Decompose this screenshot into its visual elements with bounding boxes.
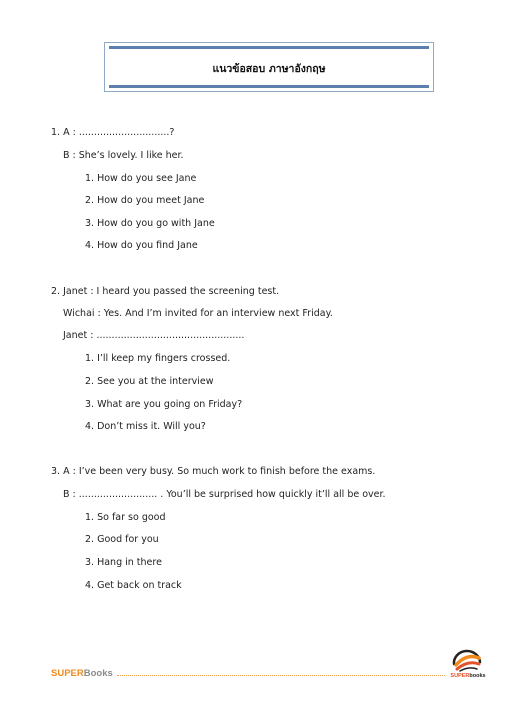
title-bar-top bbox=[109, 46, 429, 49]
q3-option-1: 1. So far so good bbox=[85, 512, 166, 523]
q2-line-janet: 2. Janet : I heard you passed the screening test. bbox=[51, 286, 280, 297]
logo-wordmark-accent: SUPER bbox=[450, 673, 470, 679]
title-bar-bottom bbox=[109, 85, 429, 88]
q2-option-3: 3. What are you going on Friday? bbox=[85, 399, 243, 410]
q2-line-wichai: Wichai : Yes. And I’m invited for an interview next Friday. bbox=[63, 308, 333, 319]
q1-line-b: B : She’s lovely. I like her. bbox=[63, 150, 184, 161]
footer-divider bbox=[117, 675, 445, 676]
q3-line-b: B : .......................... . You’ll be surprised how quickly it’ll all be over. bbox=[63, 489, 386, 500]
q1-line-a: 1. A : ..............................? bbox=[51, 127, 175, 138]
q2-line-janet-blank: Janet : ................................................. bbox=[63, 330, 245, 341]
q3-option-2: 2. Good for you bbox=[85, 534, 159, 545]
q1-option-4: 4. How do you find Jane bbox=[85, 240, 198, 251]
q2-option-1: 1. I’ll keep my fingers crossed. bbox=[85, 353, 231, 364]
q1-option-2: 2. How do you meet Jane bbox=[85, 195, 205, 206]
q2-option-4: 4. Don’t miss it. Will you? bbox=[85, 421, 206, 432]
title-box bbox=[104, 42, 434, 92]
q2-option-2: 2. See you at the interview bbox=[85, 376, 214, 387]
footer-brand bbox=[51, 668, 113, 679]
q3-option-3: 3. Hang in there bbox=[85, 557, 162, 568]
q3-option-4: 4. Get back on track bbox=[85, 580, 182, 591]
q3-line-a: 3. A : I’ve been very busy. So much work to finish before the exams. bbox=[51, 466, 376, 477]
q1-option-1: 1. How do you see Jane bbox=[85, 173, 197, 184]
logo-wordmark bbox=[446, 673, 490, 679]
page-title: แนวข้อสอบ ภาษาอังกฤษ bbox=[212, 63, 326, 75]
q1-option-3: 3. How do you go with Jane bbox=[85, 218, 215, 229]
footer-brand-accent: SUPER bbox=[51, 668, 84, 679]
footer-brand-rest: Books bbox=[83, 668, 113, 679]
logo-wordmark-rest: books bbox=[469, 673, 486, 679]
